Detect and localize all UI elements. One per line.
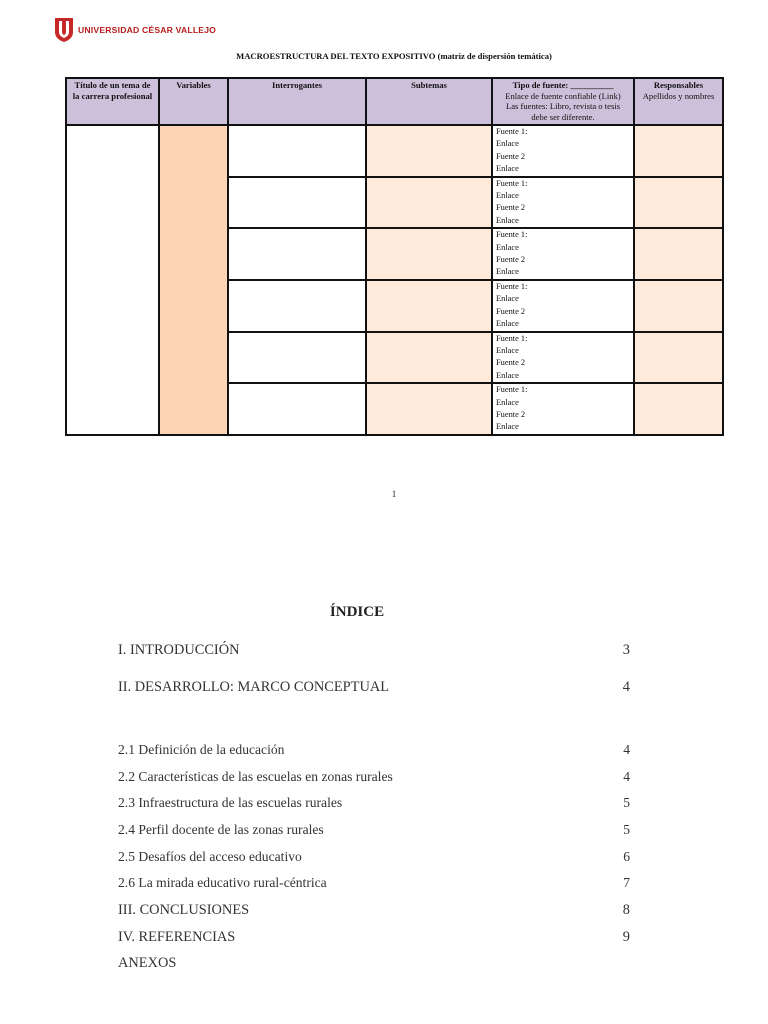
column-header-variables: Variables xyxy=(159,78,228,125)
toc-entry[interactable] xyxy=(118,955,630,972)
source-line: Enlace xyxy=(496,267,519,277)
toc-entry[interactable] xyxy=(118,679,630,696)
interrogantes-cell[interactable] xyxy=(228,228,366,280)
toc-entry-page: 5 xyxy=(623,822,630,837)
source-line: Enlace xyxy=(496,215,519,225)
responsables-cell[interactable] xyxy=(634,177,723,229)
source-line: Enlace xyxy=(496,139,519,149)
matrix-header-row xyxy=(66,78,723,125)
column-header-interrogantes: Interrogantes xyxy=(228,78,366,125)
source-line: Enlace xyxy=(496,294,519,304)
responsables-cell[interactable] xyxy=(634,228,723,280)
toc-entry-page: 5 xyxy=(623,795,630,810)
toc-entry-text: I. INTRODUCCIÓN xyxy=(118,642,240,658)
interrogantes-cell[interactable] xyxy=(228,383,366,435)
toc-entry-page: 3 xyxy=(622,642,630,658)
subtemas-cell[interactable] xyxy=(366,383,492,435)
toc-entry-text: IV. REFERENCIAS xyxy=(118,929,236,945)
toc-entry-text: II. DESARROLLO: MARCO CONCEPTUAL xyxy=(118,679,390,695)
university-logo xyxy=(54,16,216,44)
interrogantes-cell[interactable] xyxy=(228,280,366,332)
interrogantes-cell[interactable] xyxy=(228,125,366,177)
toc-entry-text: 2.4 Perfil docente de las zonas rurales xyxy=(118,822,324,837)
subtemas-cell[interactable] xyxy=(366,177,492,229)
tipo-fuente-cell[interactable] xyxy=(492,280,634,332)
responsables-cell[interactable] xyxy=(634,125,723,177)
toc-entry-text: 2.2 Características de las escuelas en zonas rurales xyxy=(118,769,393,784)
toc-entry-text: 2.3 Infraestructura de las escuelas rurales xyxy=(118,795,343,810)
tipo-fuente-cell[interactable] xyxy=(492,177,634,229)
source-line: Fuente 1: xyxy=(496,281,528,291)
toc-entry-page: 6 xyxy=(623,849,630,864)
source-line: Fuente 1: xyxy=(496,127,528,136)
toc-entry-text: III. CONCLUSIONES xyxy=(118,902,250,918)
toc-entry-text: 2.6 La mirada educativo rural-céntrica xyxy=(118,875,327,890)
source-line: Fuente 2 xyxy=(496,409,526,419)
index-title: ÍNDICE xyxy=(329,604,385,620)
toc-entry[interactable] xyxy=(118,902,630,919)
subtemas-cell[interactable] xyxy=(366,125,492,177)
source-line: Fuente 2 xyxy=(496,255,526,265)
source-line: Enlace xyxy=(496,319,519,329)
tipo-fuente-instruction-1: Enlace de fuente confiable (Link) xyxy=(505,90,621,101)
tipo-fuente-cell[interactable] xyxy=(492,332,634,384)
toc-entry-page: 9 xyxy=(622,929,630,945)
responsables-instruction: Apellidos y nombres xyxy=(642,90,715,101)
toc-entry-page: 4 xyxy=(622,679,630,695)
column-header-responsables xyxy=(634,78,723,125)
responsables-cell[interactable] xyxy=(634,280,723,332)
tipo-fuente-cell[interactable] xyxy=(492,383,634,435)
toc-entry-page: 4 xyxy=(623,769,630,784)
column-header-titulo: Título de un tema de la carrera profesional xyxy=(66,78,159,125)
column-header-tipo-fuente xyxy=(492,78,634,125)
source-line: Fuente 2 xyxy=(496,358,526,368)
interrogantes-cell[interactable] xyxy=(228,177,366,229)
tipo-fuente-label: Tipo de fuente: __________ xyxy=(512,80,614,90)
responsables-cell[interactable] xyxy=(634,383,723,435)
tipo-fuente-cell[interactable] xyxy=(492,228,634,280)
toc-entry[interactable] xyxy=(118,795,630,811)
toc-entry[interactable] xyxy=(118,875,630,891)
variables-cell[interactable] xyxy=(159,125,228,435)
source-line: Enlace xyxy=(496,164,519,174)
source-line: Enlace xyxy=(496,422,519,432)
source-line: Enlace xyxy=(496,242,519,252)
toc-entry-page: 8 xyxy=(622,902,630,918)
source-line: Enlace xyxy=(496,191,519,201)
matrix-row xyxy=(66,125,723,177)
tipo-fuente-instruction-2: Las fuentes: Libro, revista o tesis debe ser diferente. xyxy=(505,101,621,122)
toc-entry-text: 2.5 Desafíos del acceso educativo xyxy=(118,849,302,864)
toc-entry[interactable] xyxy=(118,642,630,659)
responsables-label: Responsables xyxy=(653,80,704,90)
source-line: Fuente 1: xyxy=(496,230,528,240)
source-line: Fuente 1: xyxy=(496,333,528,343)
source-line: Enlace xyxy=(496,370,519,380)
subtemas-cell[interactable] xyxy=(366,332,492,384)
thematic-dispersion-matrix xyxy=(65,77,724,436)
source-line: Fuente 2 xyxy=(496,151,526,161)
subtemas-cell[interactable] xyxy=(366,280,492,332)
titulo-cell[interactable] xyxy=(66,125,159,435)
toc-entry[interactable] xyxy=(118,769,630,785)
subtemas-cell[interactable] xyxy=(366,228,492,280)
page-number: 1 xyxy=(391,489,397,499)
toc-entry[interactable] xyxy=(118,849,630,865)
responsables-cell[interactable] xyxy=(634,332,723,384)
column-header-subtemas: Subtemas xyxy=(366,78,492,125)
source-line: Fuente 1: xyxy=(496,178,528,188)
tipo-fuente-cell[interactable] xyxy=(492,125,634,177)
source-line: Enlace xyxy=(496,345,519,355)
toc-entry[interactable] xyxy=(118,742,630,758)
university-name: UNIVERSIDAD CÉSAR VALLEJO xyxy=(78,25,217,35)
source-line: Fuente 2 xyxy=(496,306,526,316)
university-shield-icon xyxy=(54,17,74,43)
toc-entry-text: ANEXOS xyxy=(118,955,177,971)
source-line: Fuente 2 xyxy=(496,203,526,213)
toc-entry-page: 7 xyxy=(623,875,630,890)
toc-entry-page: 4 xyxy=(623,742,630,757)
toc-entry[interactable] xyxy=(118,822,630,838)
toc-entry[interactable] xyxy=(118,929,630,946)
source-line: Fuente 1: xyxy=(496,385,528,395)
document-title: MACROESTRUCTURA DEL TEXTO EXPOSITIVO (matriz de dispersión temática) xyxy=(236,51,552,61)
source-line: Enlace xyxy=(496,397,519,407)
interrogantes-cell[interactable] xyxy=(228,332,366,384)
toc-entry-text: 2.1 Definición de la educación xyxy=(118,742,285,757)
